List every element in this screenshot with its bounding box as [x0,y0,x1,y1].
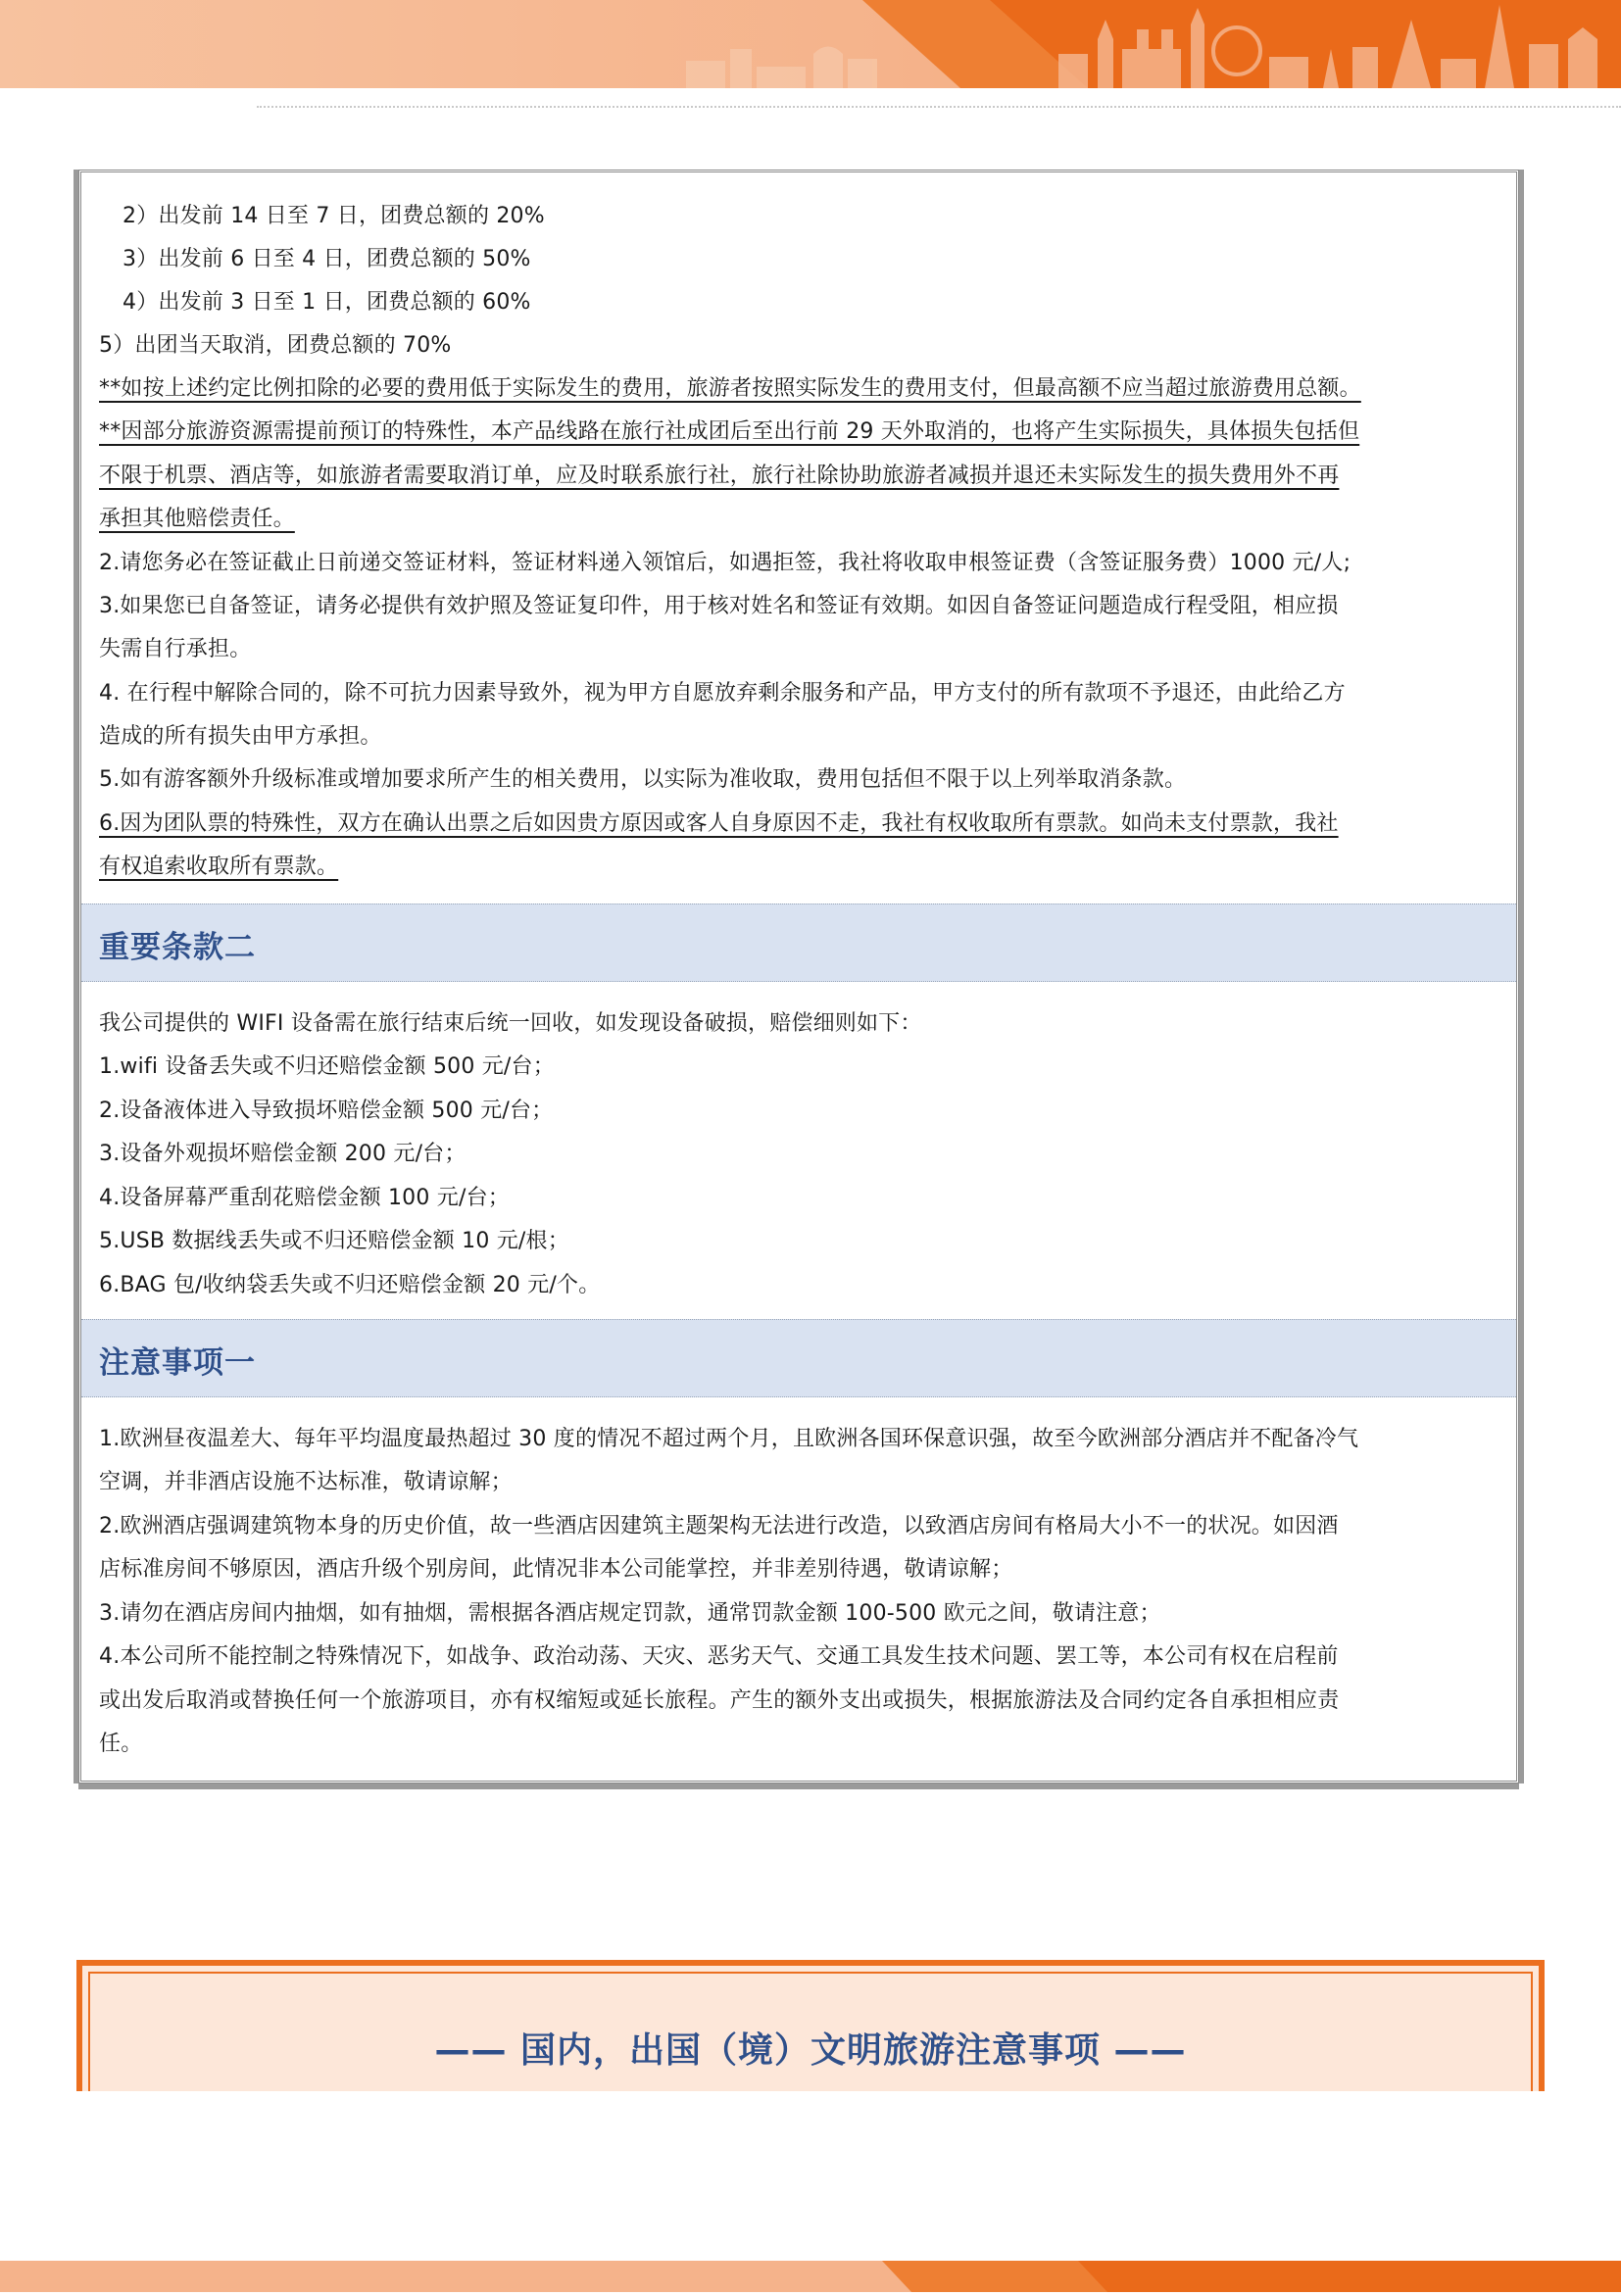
clause-visa: 2.请您务必在签证截止日前递交签证材料，签证材料递入领馆后，如遇拒签，我社将收取申根签证费（含签证服务费）1000 元/人; [99,551,1351,575]
wifi-item: 3.设备外观损坏赔偿金额 200 元/台； [99,1142,467,1166]
wifi-item: 5.USB 数据线丢失或不归还赔偿金额 10 元/根； [99,1229,569,1253]
section-title: 注意事项一 [99,1345,256,1381]
clause-group-ticket: 6.因为团队票的特殊性，双方在确认出票之后如因贵方原因或客人自身原因不走，我社有权收取所有票款。如尚未支付票款，我社 [99,811,1339,836]
header-band [0,0,1621,88]
clause-termination: 造成的所有损失由甲方承担。 [99,724,382,749]
note-line: 3.请勿在酒店房间内抽烟，如有抽烟，需根据各酒店规定罚款，通常罚款金额 100-500 欧元之间，敬请注意； [99,1601,1161,1626]
cancellation-item: 2）出发前 14 日至 7 日，团费总额的 20% [123,204,545,228]
footer-band [0,2261,1621,2292]
section-heading-notes-1 [81,1319,1516,1397]
civilized-travel-banner [76,1960,1545,2091]
wifi-item: 1.wifi 设备丢失或不归还赔偿金额 500 元/台； [99,1054,555,1079]
clause-termination: 4. 在行程中解除合同的，除不可抗力因素导致外，视为甲方自愿放弃剩余服务和产品，甲方支付的所有款项不予退还，由此给乙方 [99,681,1346,706]
note-line: 或出发后取消或替换任何一个旅游项目，亦有权缩短或延长旅程。产生的额外支出或损失，根据旅游法及合同约定各自承担相应责 [99,1688,1340,1713]
cancellation-note: **如按上述约定比例扣除的必要的费用低于实际发生的费用，旅游者按照实际发生的费用支付，但最高额不应当超过旅游费用总额。 [99,376,1361,401]
section-title: 重要条款二 [99,930,256,965]
wifi-item: 2.设备液体进入导致损坏赔偿金额 500 元/台； [99,1099,554,1123]
city-skyline-icon [0,0,1621,88]
clause-own-visa: 失需自行承担。 [99,637,252,661]
cancellation-item: 5）出团当天取消，团费总额的 70% [99,333,452,358]
header-divider [257,106,1621,108]
note-line: 4.本公司所不能控制之特殊情况下，如战争、政治动荡、天灾、恶劣天气、交通工具发生技术问题、罢工等，本公司有权在启程前 [99,1644,1339,1669]
note-line: 2.欧洲酒店强调建筑物本身的历史价值，故一些酒店因建筑主题架构无法进行改造，以致酒店房间有格局大小不一的状况。如因酒 [99,1514,1339,1539]
cancellation-note-line: 承担其他赔偿责任。 [99,507,295,531]
note-line: 店标准房间不够原因，酒店升级个别房间，此情况非本公司能掌控，并非差别待遇，敬请谅解； [99,1557,1013,1582]
clause-group-ticket: 有权追索收取所有票款。 [99,855,339,879]
wifi-item: 6.BAG 包/收纳袋丢失或不归还赔偿金额 20 元/个。 [99,1273,601,1297]
wifi-intro: 我公司提供的 WIFI 设备需在旅行结束后统一回收，如发现设备破损，赔偿细则如下： [99,1011,922,1036]
cancellation-item: 4）出发前 3 日至 1 日，团费总额的 60% [123,290,531,315]
section-heading-terms-2 [81,904,1516,982]
clause-own-visa: 3.如果您已自备签证，请务必提供有效护照及签证复印件，用于核对姓名和签证有效期。如因自备签证问题造成行程受阻，相应损 [99,594,1339,618]
cancellation-item: 3）出发前 6 日至 4 日，团费总额的 50% [123,247,531,271]
note-line: 空调，并非酒店设施不达标准，敬请谅解； [99,1470,513,1494]
terms-box [78,170,1519,1783]
note-line: 任。 [99,1732,143,1756]
note-line: 1.欧洲昼夜温差大、每年平均温度最热超过 30 度的情况不超过两个月，且欧洲各国环保意识强，故至今欧洲部分酒店并不配备冷气 [99,1427,1359,1451]
banner-title: —— 国内，出国（境）文明旅游注意事项 —— [434,2030,1187,2071]
wifi-item: 4.设备屏幕严重刮花赔偿金额 100 元/台； [99,1186,510,1210]
clause-upgrade: 5.如有游客额外升级标准或增加要求所产生的相关费用，以实际为准收取，费用包括但不限于以上列举取消条款。 [99,767,1187,792]
cancellation-note-line: 不限于机票、酒店等，如旅游者需要取消订单，应及时联系旅行社，旅行社除协助旅游者减损并退还未实际发生的损失费用外不再 [99,464,1340,488]
cancellation-note-line: **因部分旅游资源需提前预订的特殊性，本产品线路在旅行社成团后至出行前 29 天外取消的，也将产生实际损失，具体损失包括但 [99,419,1360,444]
